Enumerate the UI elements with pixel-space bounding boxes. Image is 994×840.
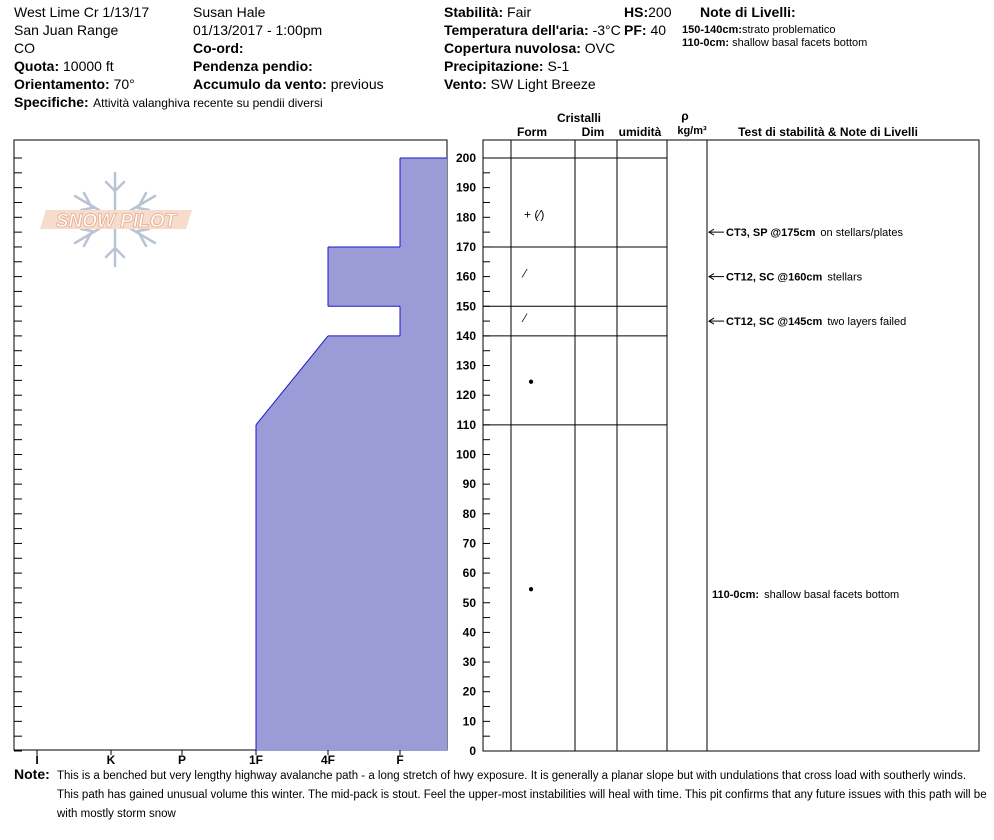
sky-value: OVC — [584, 40, 616, 56]
stability-value: Fair — [507, 4, 532, 20]
pit-name: West Lime Cr 1/13/17 — [14, 4, 150, 20]
hardness-tick-label: 1F — [248, 753, 264, 767]
stability-label: Stabilità: — [444, 4, 504, 20]
precip-value: S-1 — [547, 58, 570, 74]
wind-label: Vento: — [444, 76, 487, 92]
depth-tick-label: 170 — [455, 239, 476, 254]
crystal-form-symbol: ● — [528, 583, 535, 595]
depth-tick-label: 0 — [469, 744, 476, 758]
rho-header: ρ — [681, 109, 689, 123]
depth-tick-label: 120 — [455, 388, 476, 403]
depth-tick-label: 130 — [455, 358, 476, 373]
crystal-form-symbol: + (⁄) — [524, 207, 545, 222]
depth-tick-label: 20 — [462, 684, 476, 699]
moisture-header: umidità — [618, 125, 662, 139]
hs-label: HS: — [624, 4, 649, 20]
dim-header: Dim — [581, 125, 605, 139]
air-temp-value: -3°C — [592, 22, 621, 38]
depth-tick-label: 60 — [462, 566, 476, 581]
depth-tick-label: 180 — [455, 210, 476, 225]
hardness-tick-label: P — [177, 753, 187, 767]
depth-tick-label: 90 — [462, 477, 476, 492]
precip-label: Precipitazione: — [444, 58, 544, 74]
coord-label: Co-ord: — [193, 40, 244, 56]
depth-tick-label: 30 — [462, 655, 476, 670]
layer-note-range: 110-0cm: — [682, 37, 730, 49]
layer-note-text: shallow basal facets bottom — [732, 37, 868, 49]
depth-tick-label: 190 — [455, 180, 476, 195]
test-result-label: CT3, SP @175cm — [726, 227, 816, 240]
aspect-label: Orientamento: — [14, 76, 110, 92]
observer-name: Susan Hale — [193, 4, 266, 20]
hardness-tick-label: F — [396, 753, 404, 767]
snow-pilot-logo — [40, 173, 192, 266]
depth-tick-label: 100 — [455, 447, 476, 462]
layer-note-text: shallow basal facets bottom — [764, 588, 900, 601]
depth-tick-label: 200 — [455, 151, 476, 165]
state-name: CO — [14, 40, 35, 56]
pf-label: PF: — [624, 22, 647, 38]
layer-note-text: strato problematico — [741, 24, 836, 36]
wind-loading-value: previous — [330, 76, 384, 92]
logo-text: SNOW PILOT — [55, 211, 177, 232]
depth-tick-label: 110 — [456, 417, 476, 432]
test-result-note: on stellars/plates — [820, 227, 903, 240]
specifics-value: Attività valanghiva recente su pendii diversi — [93, 96, 323, 110]
tests-header: Test di stabilità & Note di Livelli — [738, 125, 918, 139]
layer-notes-title: Note di Livelli: — [700, 4, 796, 20]
hardness-tick-label: 4F — [320, 753, 336, 767]
range-name: San Juan Range — [14, 22, 119, 38]
note-text: This is a benched but very lengthy highway avalanche path - a long stretch of hwy exposure. It is generally a planar slope but with undulations that cross load with southerly winds. This path has gained unusual volume this winter. The mid-pack is stout. Feel the upper-most instabilities will heal with time. This pit confirms that any future issues with this path will be with mostly storm snow — [57, 770, 987, 820]
elevation-label: Quota: — [14, 58, 60, 74]
depth-tick-label: 50 — [462, 595, 476, 610]
specifics-label: Specifiche: — [14, 94, 89, 110]
wind-value: SW Light Breeze — [490, 76, 596, 92]
sky-label: Copertura nuvolosa: — [444, 40, 581, 56]
note-label: Note: — [14, 766, 50, 782]
crystal-form-symbol: ⁄ — [524, 266, 527, 281]
air-temp-label: Temperatura dell'aria: — [444, 22, 589, 38]
test-result-note: two layers failed — [827, 316, 907, 329]
depth-tick-label: 80 — [462, 506, 476, 521]
depth-tick-label: 160 — [455, 269, 476, 284]
crystal-form-symbol: ⁄ — [524, 311, 527, 326]
test-result-note: stellars — [827, 271, 863, 284]
depth-tick-label: 10 — [462, 714, 476, 729]
depth-tick-label: 140 — [455, 328, 476, 343]
hs-value: 200 — [648, 4, 672, 20]
test-result-label: CT12, SC @160cm — [726, 271, 823, 284]
wind-loading-label: Accumulo da vento: — [193, 76, 327, 92]
depth-tick-label: 70 — [462, 536, 476, 551]
depth-tick-label: 40 — [462, 625, 476, 640]
depth-tick-label: 150 — [455, 299, 476, 314]
crystal-form-symbol: ● — [528, 376, 535, 388]
hardness-tick-label: K — [106, 753, 116, 767]
crystals-header: Cristalli — [556, 111, 602, 125]
form-header: Form — [517, 125, 547, 139]
pit-datetime: 01/13/2017 - 1:00pm — [193, 22, 323, 38]
layer-note-label: 110-0cm: — [712, 588, 760, 601]
aspect-value: 70° — [113, 76, 135, 92]
test-result-label: CT12, SC @145cm — [726, 316, 823, 329]
pf-value: 40 — [650, 22, 667, 38]
elevation-value: 10000 ft — [63, 58, 114, 74]
density-unit-header: kg/m³ — [677, 125, 707, 137]
hardness-tick-label: I — [35, 753, 39, 767]
layer-note-range: 150-140cm: — [682, 24, 742, 36]
slope-label: Pendenza pendio: — [193, 58, 313, 74]
